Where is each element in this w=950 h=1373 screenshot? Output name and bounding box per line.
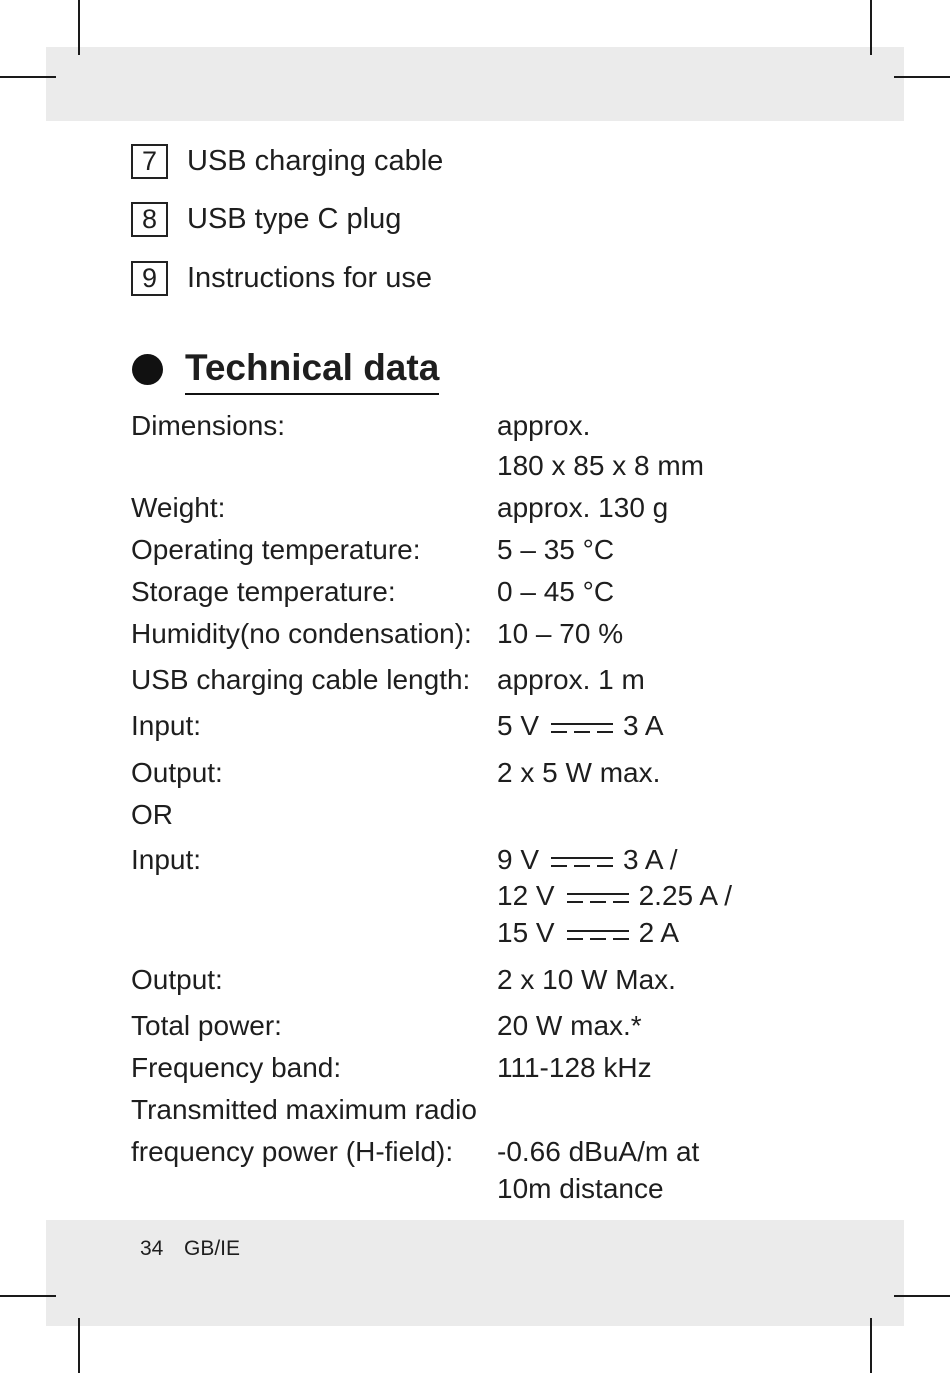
input-label: Input: xyxy=(131,844,202,875)
footer-band xyxy=(46,1220,904,1326)
dc-symbol-icon xyxy=(551,854,613,870)
input-value-line xyxy=(497,843,678,877)
radio-power-value: -0.66 dBuA/m at xyxy=(497,1136,700,1167)
dimensions-value-size: 180 x 85 x 8 mm xyxy=(497,450,704,481)
humidity-value: 10 – 70 % xyxy=(497,618,624,649)
dc-symbol-icon xyxy=(551,720,613,736)
radio-power-label-cont: frequency power (H-field): xyxy=(131,1136,454,1167)
frequency-label: Frequency band: xyxy=(131,1052,342,1083)
operating-temp-value: 5 – 35 °C xyxy=(497,534,615,565)
input-current: 3 A xyxy=(623,710,664,741)
header-band xyxy=(46,47,904,121)
input-value xyxy=(497,709,664,743)
dimensions-value: approx. xyxy=(497,410,591,441)
cable-length-value: approx. 1 m xyxy=(497,664,645,695)
crop-mark xyxy=(0,1295,56,1297)
total-power-value: 20 W max.* xyxy=(497,1010,642,1041)
crop-mark xyxy=(78,0,80,55)
input-voltage: 9 V xyxy=(497,844,540,875)
item-label: USB charging cable xyxy=(187,145,444,177)
radio-power-value-cont: 10m distance xyxy=(497,1173,664,1204)
cable-length-label: USB charging cable length: xyxy=(131,664,471,695)
input-current: 3 A / xyxy=(623,844,678,875)
item-label: Instructions for use xyxy=(187,262,432,294)
input-current: 2 A xyxy=(638,917,680,948)
total-power-label: Total power: xyxy=(131,1010,282,1041)
input-value-line xyxy=(497,879,732,913)
input-voltage: 5 V xyxy=(497,710,540,741)
weight-value: approx. 130 g xyxy=(497,492,669,523)
item-number-badge: 9 xyxy=(131,261,168,296)
dc-symbol-icon xyxy=(567,927,629,943)
crop-mark xyxy=(78,1318,80,1373)
output-value: 2 x 10 W Max. xyxy=(497,964,676,995)
humidity-label: Humidity(no condensation): xyxy=(131,618,472,649)
output-label: Output: xyxy=(131,964,223,995)
item-number-badge: 7 xyxy=(131,144,168,179)
crop-mark xyxy=(0,76,56,78)
input-voltage: 15 V xyxy=(497,917,555,948)
locale-label: GB/IE xyxy=(184,1237,241,1260)
output-label: Output: xyxy=(131,757,223,788)
radio-power-label: Transmitted maximum radio xyxy=(131,1094,477,1125)
item-number-badge: 8 xyxy=(131,202,168,237)
input-voltage: 12 V xyxy=(497,880,555,911)
frequency-value: 111-128 kHz xyxy=(497,1052,652,1083)
storage-temp-label: Storage temperature: xyxy=(131,576,396,607)
page-number: 34 xyxy=(140,1237,164,1260)
crop-mark xyxy=(870,0,872,55)
input-value-line xyxy=(497,916,679,950)
input-label: Input: xyxy=(131,710,202,741)
item-label: USB type C plug xyxy=(187,203,402,235)
crop-mark xyxy=(894,1295,950,1297)
weight-label: Weight: xyxy=(131,492,226,523)
section-title: Technical data xyxy=(185,345,439,395)
crop-mark xyxy=(870,1318,872,1373)
section-bullet-icon xyxy=(132,354,163,385)
operating-temp-label: Operating temperature: xyxy=(131,534,421,565)
or-label: OR xyxy=(131,799,173,830)
crop-mark xyxy=(894,76,950,78)
dc-symbol-icon xyxy=(567,890,629,906)
dimensions-label: Dimensions: xyxy=(131,410,286,441)
storage-temp-value: 0 – 45 °C xyxy=(497,576,615,607)
input-current: 2.25 A / xyxy=(638,880,733,911)
output-value: 2 x 5 W max. xyxy=(497,757,661,788)
